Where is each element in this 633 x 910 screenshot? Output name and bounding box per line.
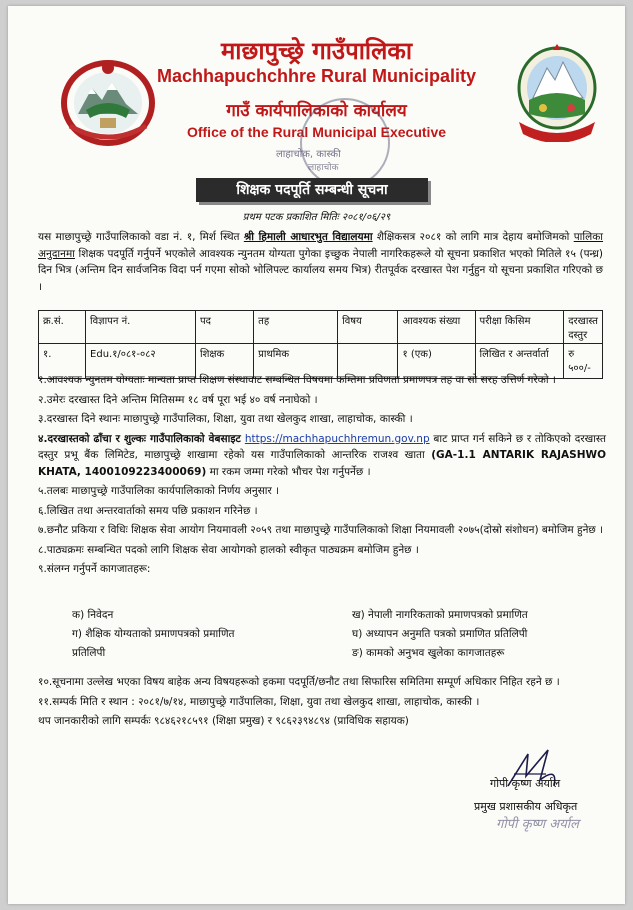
table-cell: प्राथमिक: [254, 344, 338, 379]
condition-item: ६.लिखित तथा अन्तरवार्ताको समय पछि प्रकाशन गरिनेछ ।: [38, 504, 258, 517]
footer-item: १०.सूचनामा उल्लेख भएका विषय बाहेक अन्य विषयहरूको हकमा पदपूर्ति/छनौट तथा सिफारिस समितिमा सम्पूर्ण अधिकार निहित रहने छ ।: [38, 676, 560, 688]
table-cell: Edu.१/०८१-०८२: [86, 344, 196, 379]
document-item: क) निवेदन: [72, 609, 114, 621]
intro-paragraph: [38, 229, 603, 295]
col-header: तह: [254, 311, 338, 344]
condition-item: ८.पाठ्यक्रमः सम्बन्धित पदको लागि शिक्षक सेवा आयोगको हालको स्वीकृत पाठ्यक्रम बमोजिम हुनेछ ।: [38, 543, 419, 556]
document-item: ग) शैक्षिक योग्यताको प्रमाणपत्रको प्रमाणित: [72, 628, 235, 640]
condition-item: ३.दरखास्त दिने स्थानः माछापुच्छ्रे गाउँपालिका, शिक्षा, युवा तथा खेलकुद शाखा, लाहाचोक, कास्की ।: [38, 413, 413, 425]
condition-item: २.उमेरः दरखास्त दिने अन्तिम मितिसम्म १८ वर्ष पूरा भई ४० वर्ष ननाघेको ।: [38, 393, 318, 406]
signer-name: गोपी कृष्ण अर्याल: [490, 777, 561, 790]
col-header: क्र.सं.: [39, 311, 86, 344]
intro-text-1: यस माछापुच्छ्रे गाउँपालिकाको वडा नं. १, मिर्श स्थित: [38, 231, 244, 243]
col-header: दरखास्त दस्तुर: [564, 311, 603, 344]
stamp-text-2: लाहाचोक: [308, 163, 339, 173]
office-name-np: गाउँ कार्यपालिकाको कार्यालय: [226, 101, 407, 121]
account-number: (GA-1.1 ANTARIK RAJASHWO KHATA, 1400109223400069): [38, 449, 606, 478]
table-cell: शिक्षक: [195, 344, 253, 379]
document-item: प्रतिलिपी: [72, 647, 106, 659]
condition-item: ७.छनौट प्रकिया र विधिः शिक्षक सेवा आयोग नियमावली २०५९ तथा माछापुच्छ्रे गाउँपालिकाको शिक्षा नियमावली २०७५(दोस्रो संशोधन) बमोजिम हुनेछ ।: [38, 524, 604, 536]
table-cell: १ (एक): [398, 344, 475, 379]
table-header-row: [39, 311, 603, 344]
table-cell: लिखित र अन्तर्वार्ता: [475, 344, 564, 379]
office-name-en: Office of the Rural Municipal Executive: [186, 124, 447, 140]
fee-text-end: मा रकम जम्मा गरेको भौचर पेश गर्नुपर्नेछ ।: [206, 465, 371, 478]
contact-info: थप जानकारीको लागि सम्पर्कः ९८४६२१८५९१ (शिक्षा प्रमुख) र ९८६२३९४८९४ (प्राविधिक सहायक): [38, 715, 409, 727]
condition-item: [38, 431, 606, 481]
intro-text-2: शैक्षिकसत्र २०८१ को लागि मात्र देहाय बमोजिमको: [372, 231, 574, 243]
website-link[interactable]: https://machhapuchhremun.gov.np: [244, 432, 430, 445]
col-header: विज्ञापन नं.: [86, 311, 196, 344]
condition-item: ९.संलग्न गर्नुपर्ने कागजातहरू:: [38, 563, 151, 575]
fee-label: ४.दरखास्तको ढाँचा र शुल्कः गाउँपालिकाको वेबसाइट: [38, 432, 245, 445]
col-header: परीक्षा किसिम: [475, 311, 564, 344]
grant-text: पालिका अनुदानमा: [38, 231, 604, 260]
publish-date: प्रथम पटक प्रकाशित मितिः २०८१/०६/२९: [242, 212, 391, 223]
footer-notes: [38, 674, 606, 733]
stamp-text: लाहाचोक, कास्की: [276, 149, 341, 160]
signer-designation: प्रमुख प्रशासकीय अधिकृत: [474, 800, 578, 813]
fee-text: बाट प्राप्त गर्न सकिने छ र तोकिएको दरखास्त दस्तुर प्रभू बैंक लिमिटेड, माछापुच्छ्रे शाखामा रहेको यस गाउँपालिकाको आन्तरिक राजश्व खाता: [38, 432, 606, 461]
notice-document: [8, 6, 625, 904]
office-stamp: [300, 98, 390, 188]
col-header: आवश्यक संख्या: [398, 311, 475, 344]
condition-item: ५.तलबः माछापुच्छ्रे गाउँपालिका कार्यपालिकाको निर्णय अनुसार ।: [38, 485, 280, 497]
vacancy-table: [38, 310, 603, 379]
municipality-name-en: Machhapuchchhre Rural Municipality: [156, 66, 477, 86]
municipality-logo-icon: [513, 42, 601, 142]
col-header: विषय: [338, 311, 398, 344]
document-item: घ) अध्यापन अनुमति पत्रको प्रमाणित प्रतिलिपी: [352, 628, 528, 640]
documents-left-column: [72, 606, 302, 663]
name-stamp: गोपी कृष्ण अर्याल: [496, 817, 579, 832]
conditions-list: [38, 372, 606, 581]
document-item: ङ) कामको अनुभव खुलेका कागजातहरू: [352, 647, 505, 659]
document-item: ख) नेपाली नागरिकताको प्रमाणपत्रको प्रमाणित: [352, 609, 528, 621]
documents-right-column: [352, 606, 612, 663]
table-cell: रु ५००/-: [564, 344, 603, 379]
school-name: श्री हिमाली आधारभुत विद्यालयमा: [243, 231, 373, 243]
col-header: पद: [195, 311, 253, 344]
municipality-name-np: माछापुच्छ्रे गाउँपालिका: [220, 37, 413, 65]
table-cell: १.: [39, 344, 86, 379]
letterhead: [8, 6, 625, 171]
footer-item: ११.सम्पर्क मिति र स्थान : २०८१/७/१४, माछापुच्छ्रे गाउँपालिका, शिक्षा, युवा तथा खेलकुद शाखा, लाहाचोक, कास्की ।: [38, 695, 480, 708]
intro-text-3: शिक्षक पदपूर्ति गर्नुपर्ने भएकोले आवश्यक न्युनतम योग्यता पुगेका इच्छुक नेपाली नागरिकहरूले यो सूचना प्रकाशित भएको मितिले १५ (पन्ध्र) दिन भित्र (अन्तिम दिन सार्वजनिक विदा पर्न गएमा सोको भोलिपल्ट कार्यालय समय भित्र) रीतपूर्वक दरखास्त पेश गर्नुहुन यो सूचना प्रकाशित गरिएको छ ।: [38, 247, 603, 293]
condition-item: १.आवश्यक न्युनतम योग्यताः मान्यता प्राप्त शिक्षण संस्थावाट सम्बन्धित विषयमा कम्तिमा प्रविणता प्रमाणपत्र तह वा सो सरह उत्तिर्ण गरेको ।: [38, 374, 556, 386]
notice-title: शिक्षक पदपूर्ति सम्बन्धी सूचना: [196, 178, 428, 202]
